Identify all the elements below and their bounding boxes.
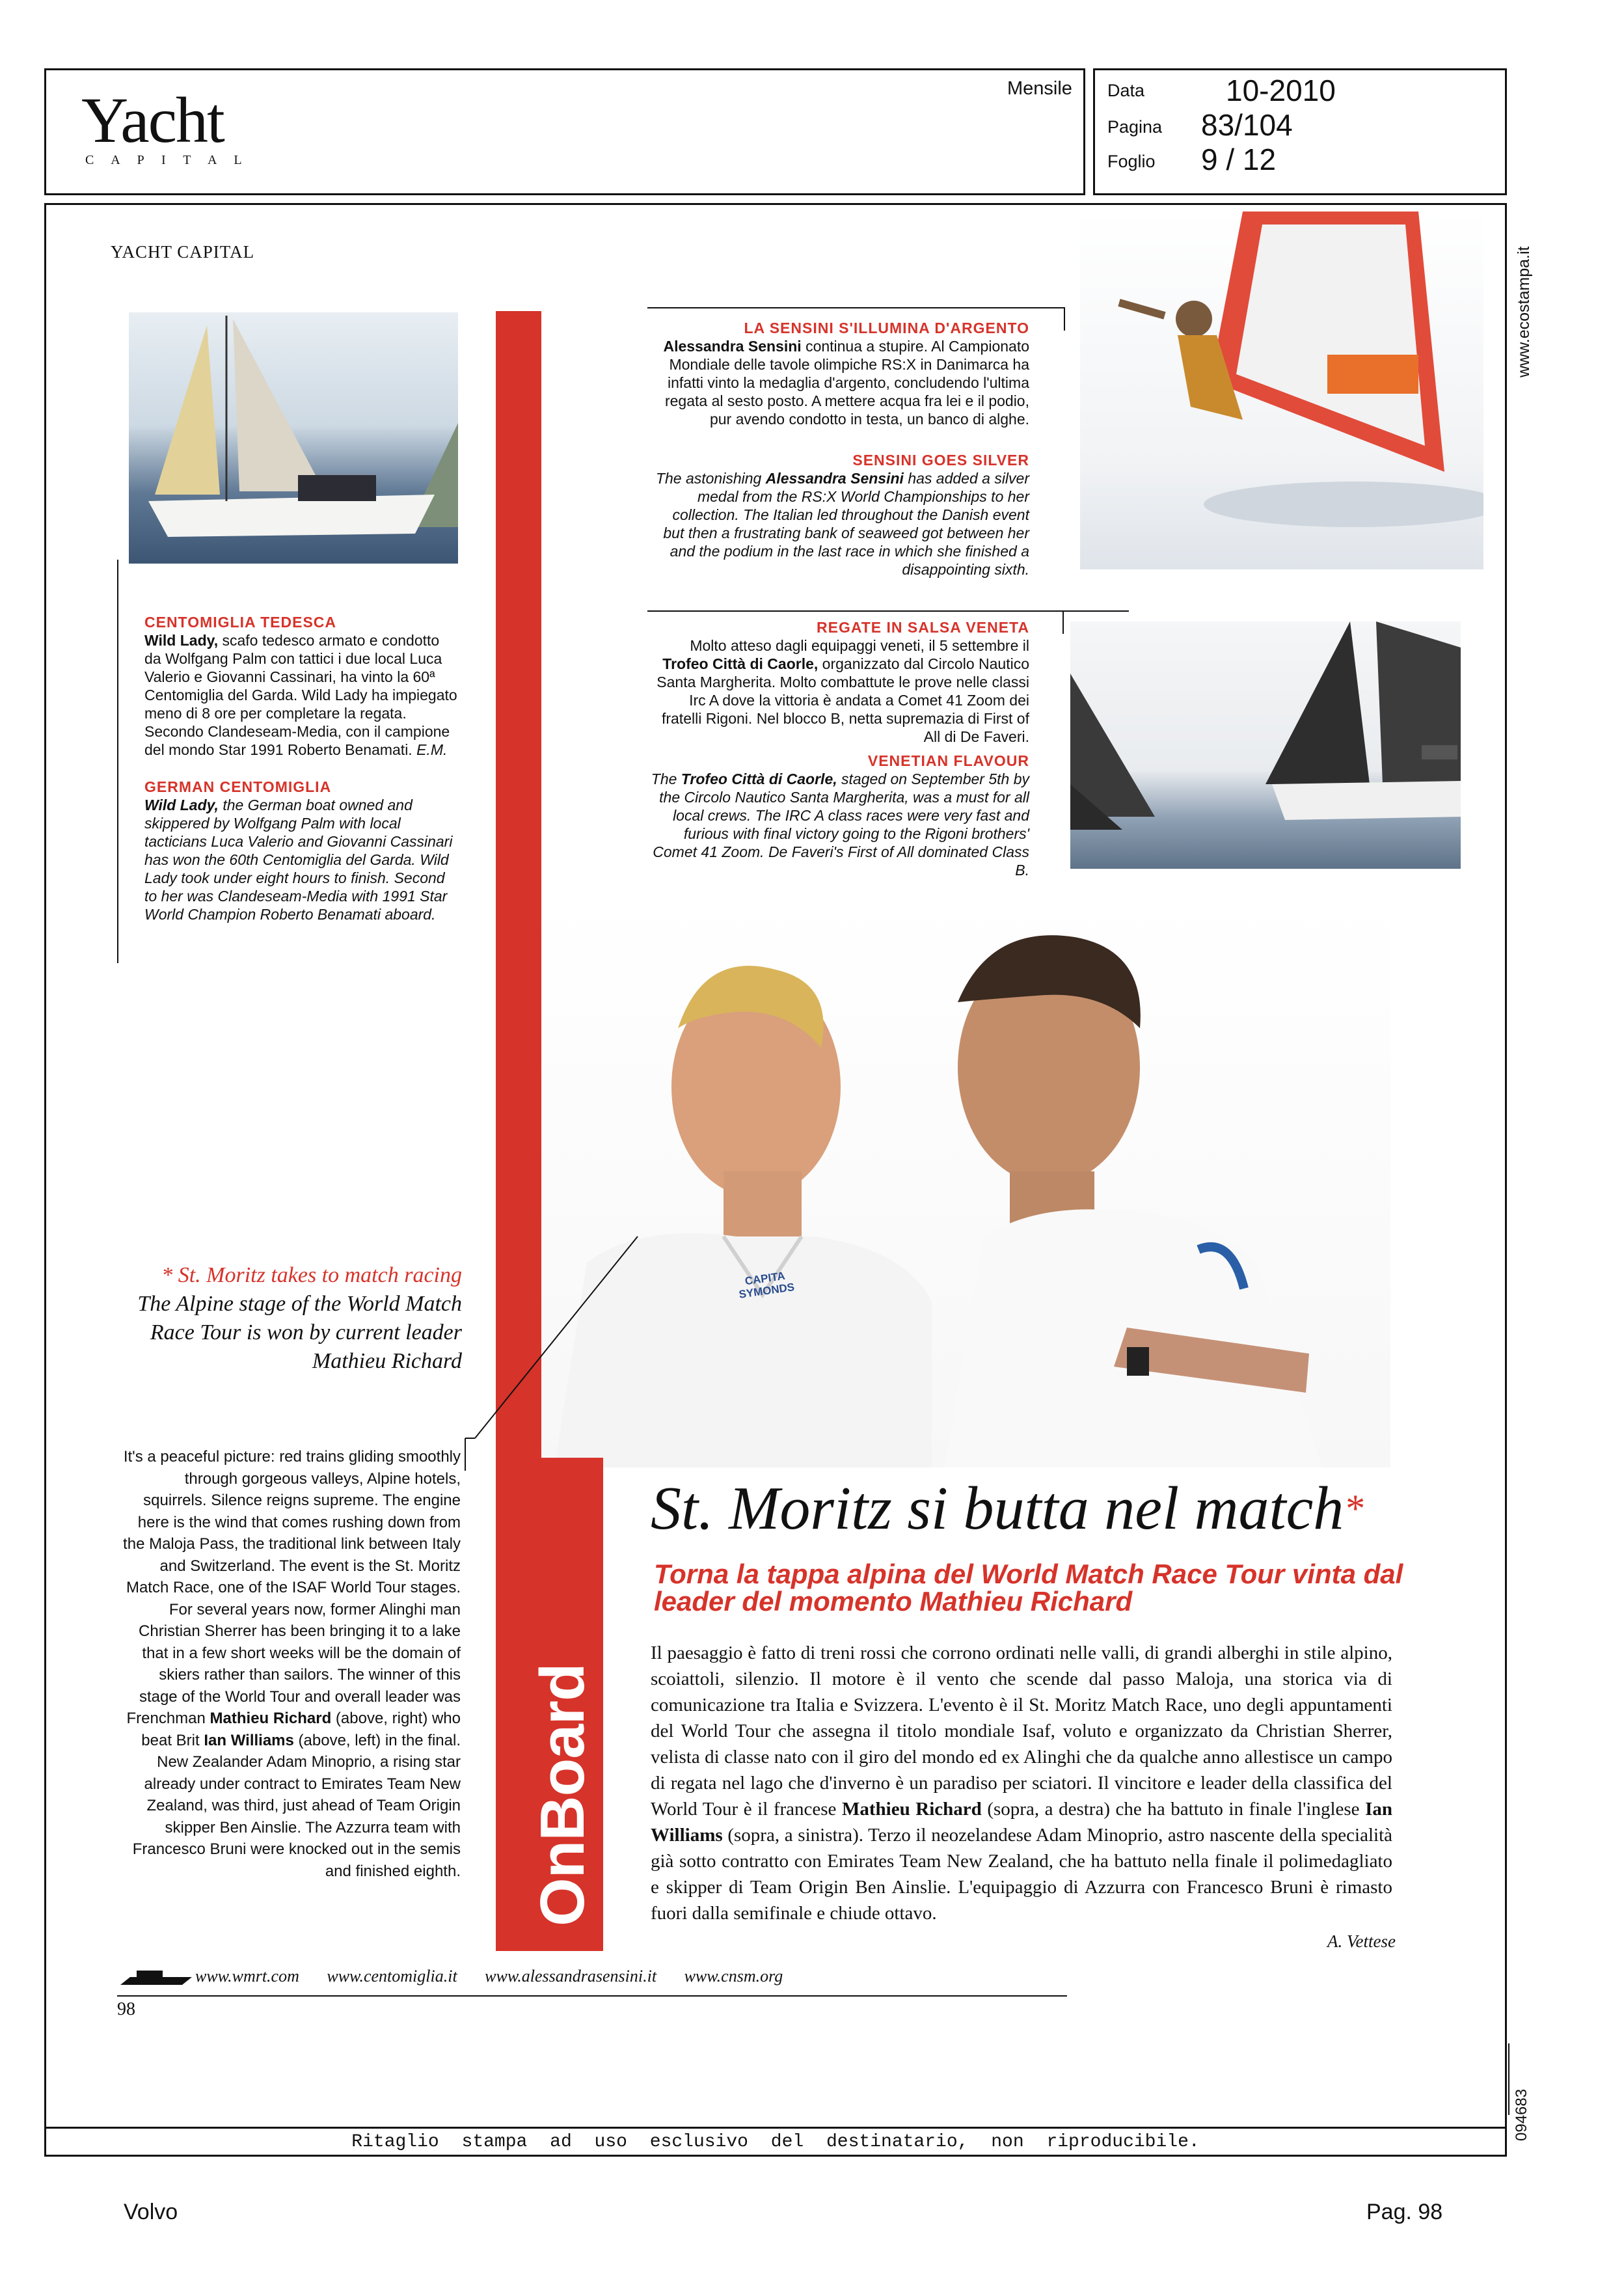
side-code: 094683: [1513, 2088, 1530, 2141]
logo-sub: C A P I T A L: [85, 153, 249, 167]
side-rule: [1508, 2043, 1509, 2115]
sailboat-drawing: [129, 312, 458, 564]
english-name1: Mathieu Richard: [210, 1710, 332, 1727]
sensini-it-body: continua a stupire. Al Campionato Mondiale delle tavole olimpiche RS:X in Danimarca ha infatti vinto la medaglia d'argento, concludendo l'ultima regata al sesto posto. A mettere acqua fra lei e il podio, pur avendo condotto in testa, un banco di alghe.: [664, 338, 1029, 428]
sensini-rule: [647, 307, 1065, 308]
centomiglia-en-lead: Wild Lady,: [144, 797, 219, 813]
moritz-kicker: * St. Moritz takes to match racing: [161, 1263, 462, 1287]
links-row: [195, 1967, 783, 1986]
sheet-label: Foglio: [1107, 152, 1156, 171]
regate-rule: [647, 610, 1129, 612]
centomiglia-bracket: [117, 560, 118, 963]
side-url: www.ecostampa.it: [1515, 246, 1533, 377]
centomiglia-it: [144, 613, 460, 759]
moritz-caption: [124, 1261, 462, 1376]
english-body: [117, 1446, 461, 1882]
sensini-it: [651, 319, 1029, 428]
centomiglia-it-text: [144, 631, 460, 759]
sensini-en-text: [651, 469, 1029, 579]
regate-en: [651, 752, 1029, 879]
caption-leader-line: [455, 1223, 664, 1484]
article-subtitle: Torna la tappa alpina del World Match Race Tour vinta dal leader del momento Mathieu Richard: [654, 1559, 1403, 1617]
english-part3: (above, left) in the final. New Zealander Adam Minoprio, a rising star already under contract to Emirates Team New Zealand, was third, just ahead of Team Origin skipper Ben Ainslie. The Azzurra team with Francesco Bruni were knocked out in the semis and finished eighth.: [132, 1731, 461, 1880]
regate-it-body: organizzato dal Circolo Nautico Santa Margherita. Molto combattute le prove nelle classi Irc A dove la vittoria è andata a Comet 41 Zoom dei fratelli Rigoni. Nel blocco B, netta supremazia di First of All di De Faveri.: [656, 655, 1029, 745]
section-label: YACHT CAPITAL: [111, 242, 255, 262]
page-number: 98: [117, 1999, 135, 2019]
sensini-en-pre: The astonishing: [655, 470, 762, 487]
link-sensini[interactable]: www.alessandrasensini.it: [485, 1967, 657, 1986]
sensini-it-title: LA SENSINI S'ILLUMINA D'ARGENTO: [744, 320, 1029, 336]
regate-en-text: [651, 770, 1029, 879]
footer-right: Pag. 98: [1366, 2200, 1443, 2224]
sailboat-photo: [129, 312, 458, 564]
article-title: [651, 1476, 1431, 1541]
disclaimer: Ritaglio stampa ad uso esclusivo del destinatario, non riproducibile.: [351, 2132, 1200, 2152]
regate-it-pre: Molto atteso dagli equipaggi veneti, il 5 settembre il: [690, 637, 1029, 654]
article-title-mark: *: [1344, 1487, 1364, 1530]
disclaimer-rule: [44, 2127, 1507, 2129]
windsurf-drawing: [1080, 212, 1483, 569]
logo: [81, 84, 264, 168]
centomiglia-en-title: GERMAN CENTOMIGLIA: [144, 778, 332, 795]
centomiglia-en-body: the German boat owned and skippered by Wolfgang Palm with local tacticians Luca Valerio and Giovanni Cassinari has won the 60th Centomiglia del Garda. Wild Lady took under eight hours to finish. Second to her was Clandeseam-Media with 1991 Star World Champion Roberto Benamati aboard.: [144, 797, 453, 923]
sensini-it-lead: Alessandra Sensini: [663, 338, 802, 355]
regate-rule-tick: [1062, 610, 1064, 634]
links-rule: [117, 1995, 1067, 1997]
sensini-it-text: [651, 337, 1029, 428]
centomiglia-en-text: [144, 796, 460, 923]
regate-en-pre: The: [651, 771, 677, 787]
regate-en-body: staged on September 5th by the Circolo Nautico Santa Margherita, was a must for all local crews. The IRC A class races were very fast and furious with final victory going to the Rigoni brothers' Comet 41 Zoom. De Faveri's First of All dominated Class B.: [653, 771, 1029, 879]
centomiglia-it-title: CENTOMIGLIA TEDESCA: [144, 614, 337, 631]
sheet-value: 9 / 12: [1201, 143, 1277, 176]
article-part2: (sopra, a destra) che ha battuto in finale l'inglese: [987, 1799, 1360, 1820]
logo-main: Yacht: [81, 84, 224, 156]
centomiglia-it-lead: Wild Lady,: [144, 632, 219, 649]
page-value: 83/104: [1201, 108, 1293, 142]
english-part2: (above, right) who beat Brit: [141, 1710, 461, 1749]
regatta-drawing: [1070, 621, 1461, 869]
article-body: [651, 1640, 1392, 1926]
article-name1: Mathieu Richard: [842, 1799, 982, 1820]
page-label: Pagina: [1107, 117, 1163, 137]
sensini-en-title: SENSINI GOES SILVER: [852, 452, 1029, 469]
date-label: Data: [1107, 81, 1145, 100]
regate-it-lead: Trofeo Città di Caorle,: [662, 655, 819, 672]
regate-it-title: REGATE IN SALSA VENETA: [817, 619, 1029, 636]
article-title-text: St. Moritz si butta nel match: [651, 1475, 1344, 1542]
article-part1: Il paesaggio è fatto di treni rossi che corrono ordinati nelle valli, di grandi alberghi in stile alpino, scoiattoli, silenzio. Il motore è il vento che scende dal passo Maloja, una storica via di comunicazione tra Italia e Svizzera. L'evento è il St. Moritz Match Race, uno degli appuntamenti del World Tour che assegna il titolo mondiale Isaf, voluto e organizzato da Christian Sherrer, velista di classe nato con il giro del mondo ed ex Alinghi che da qualche anno allestisce un campo di regata nel lago che d'inverno è un paradiso per sciatori. Il vincitore e leader della classifica del World Tour è il francese: [651, 1643, 1392, 1820]
centomiglia-it-author: E.M.: [416, 741, 448, 758]
moritz-deck: The Alpine stage of the World Match Race Tour is won by current leader Mathieu Richard: [137, 1292, 462, 1373]
boat-icon: [117, 1965, 195, 1991]
centomiglia-it-body: scafo tedesco armato e condotto da Wolfgang Palm con tattici i due local Luca Valerio e Giovanni Cassinari, ha vinto la 60ª Centomiglia del Garda. Wild Lady ha impiegato meno di 8 ore per completare la regata. Secondo Clandeseam-Media, con il campione del mondo Star 1991 Roberto Benamati.: [144, 632, 457, 758]
periodicity: Mensile: [1007, 78, 1072, 99]
onboard-label: OnBoard: [528, 1663, 597, 1926]
regate-it-text: [651, 636, 1029, 746]
english-part1: It's a peaceful picture: red trains gliding smoothly through gorgeous valleys, Alpine hotels, squirrels. Silence reigns supreme. The engine here is the wind that comes rushing down from the Maloja Pass, the traditional link between Italy and Switzerland. The event is the St. Moritz Match Race, one of the ISAF World Tour stages. For several years now, former Alinghi man Christian Sherrer has been bringing it to a lake that in a few short weeks will be the domain of skiers rather than sailors. The winner of this stage of the World Tour and overall leader was Frenchman: [123, 1448, 461, 1727]
link-wmrt[interactable]: www.wmrt.com: [195, 1967, 299, 1986]
sailors-photo: [541, 898, 1390, 1467]
shirt-print: CAPITA SYMONDS: [738, 1269, 796, 1301]
sensini-en: [651, 451, 1029, 579]
sensini-rule-tick: [1064, 307, 1065, 331]
link-centomiglia[interactable]: www.centomiglia.it: [327, 1967, 457, 1986]
regate-en-title: VENETIAN FLAVOUR: [867, 752, 1029, 769]
regatta-photo: [1070, 621, 1461, 869]
date-value: 10-2010: [1226, 74, 1336, 107]
regate-en-lead: Trofeo Città di Caorle,: [681, 771, 837, 787]
article-author: A. Vettese: [1327, 1931, 1396, 1951]
english-name2: Ian Williams: [204, 1731, 294, 1749]
centomiglia-en: [144, 778, 460, 923]
link-cnsm[interactable]: www.cnsm.org: [684, 1967, 783, 1986]
footer-left: Volvo: [124, 2200, 178, 2224]
sensini-en-body: has added a silver medal from the RS:X World Championships to her collection. The Italian led throughout the Danish event but then a frustrating bank of seaweed got between her and the podium in the last race in which she finished a disappointing sixth.: [663, 470, 1029, 578]
sailors-drawing: [541, 898, 1390, 1467]
article-part3: (sopra, a sinistra). Terzo il neozelandese Adam Minoprio, astro nascente della specialità già sotto contratto con Emirates Team New Zealand, che ha battuto nella finale il polimedagliato e skipper di Team Origin Ben Ainslie. L'equipaggio di Azzurra con Francesco Bruni è rimasto fuori dalla semifinale e chiude ottavo.: [651, 1825, 1392, 1924]
windsurf-photo: [1080, 212, 1483, 569]
regate-it: [651, 618, 1029, 746]
article-name2: Ian Williams: [651, 1799, 1393, 1846]
sensini-en-lead: Alessandra Sensini: [765, 470, 904, 487]
